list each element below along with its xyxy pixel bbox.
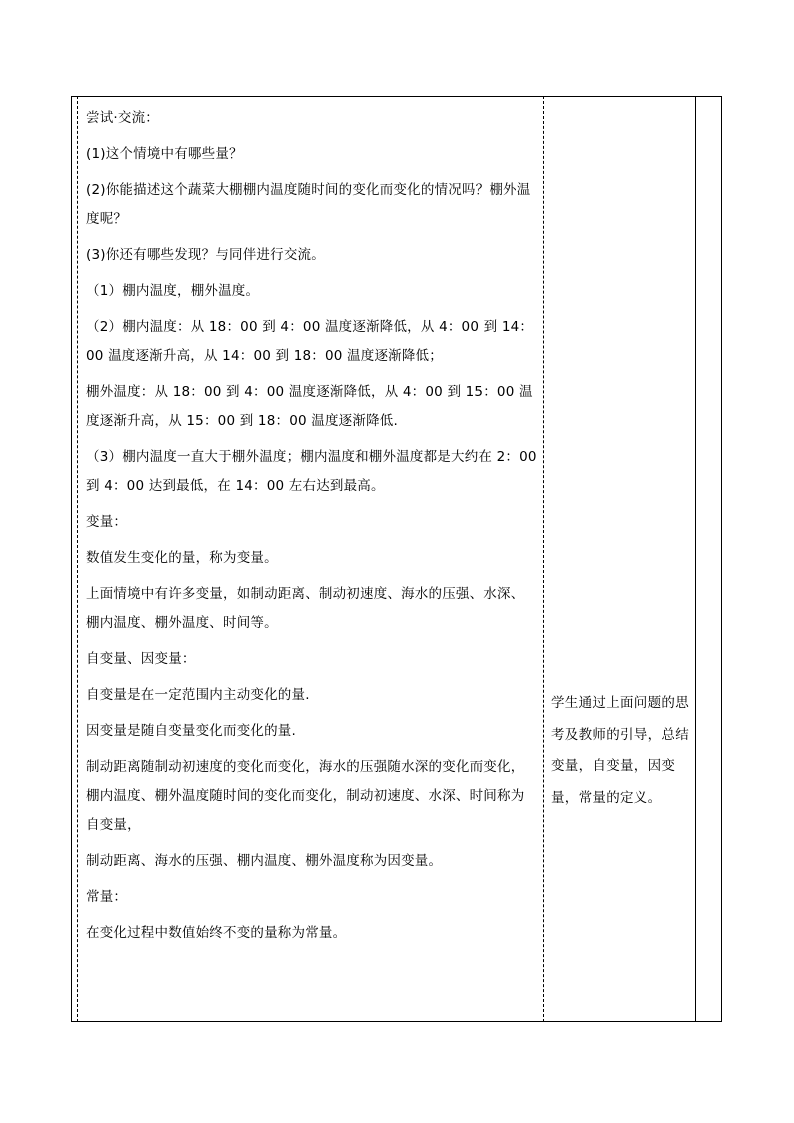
heading-try-exchange: 尝试·交流： — [86, 110, 159, 126]
main-column-right-divider — [543, 96, 544, 1022]
side-column-right-border — [695, 96, 696, 1022]
independent-variable-examples: 制动距离随制动初速度的变化而变化，海水的压强随水深的变化而变化，棚内温度、棚外温度随时间的变化而变化，制动初速度、水深、时间称为自变量， — [86, 759, 525, 833]
heading-independent-dependent: 自变量、因变量： — [86, 651, 196, 667]
constant-definition: 在变化过程中数值始终不变的量称为常量。 — [86, 925, 347, 941]
question-1: (1)这个情境中有哪些量？ — [86, 146, 243, 162]
answer-1: （1）棚内温度，棚外温度。 — [86, 283, 260, 299]
dependent-variable-definition: 因变量是随自变量变化而变化的量. — [86, 723, 296, 739]
heading-constant: 常量： — [86, 889, 128, 905]
variable-examples: 上面情境中有许多变量，如制动距离、制动初速度、海水的压强、水深、棚内温度、棚外温度、时间等。 — [86, 586, 525, 631]
independent-variable-definition: 自变量是在一定范围内主动变化的量. — [86, 687, 310, 703]
question-2: (2)你能描述这个蔬菜大棚棚内温度随时间的变化而变化的情况吗？棚外温度呢？ — [86, 182, 531, 227]
variable-definition: 数值发生变化的量，称为变量。 — [86, 550, 278, 566]
answer-2-outer-temperature: 棚外温度：从 18：00 到 4：00 温度逐渐降低，从 4：00 到 15：00 温度逐渐升高，从 15：00 到 18：00 温度逐渐降低. — [86, 384, 533, 429]
main-column-left-divider — [77, 96, 78, 1022]
heading-variable: 变量： — [86, 514, 128, 530]
table-right-border — [721, 96, 722, 1022]
main-content-column — [86, 104, 538, 948]
answer-2-inner-temperature: （2）棚内温度：从 18：00 到 4：00 温度逐渐降低，从 4：00 到 14：00 温度逐渐升高，从 14：00 到 18：00 温度逐渐降低； — [86, 319, 534, 364]
dependent-variable-examples: 制动距离、海水的压强、棚内温度、棚外温度称为因变量。 — [86, 853, 443, 869]
teaching-note-column — [551, 688, 689, 814]
table-left-border — [71, 96, 72, 1022]
question-3: (3)你还有哪些发现？与同伴进行交流。 — [86, 247, 325, 263]
teaching-note: 学生通过上面问题的思考及教师的引导，总结变量，自变量，因变量，常量的定义。 — [551, 695, 689, 806]
answer-3: （3）棚内温度一直大于棚外温度；棚内温度和棚外温度都是大约在 2：00 到 4：00 达到最低，在 14：00 左右达到最高。 — [86, 449, 537, 494]
